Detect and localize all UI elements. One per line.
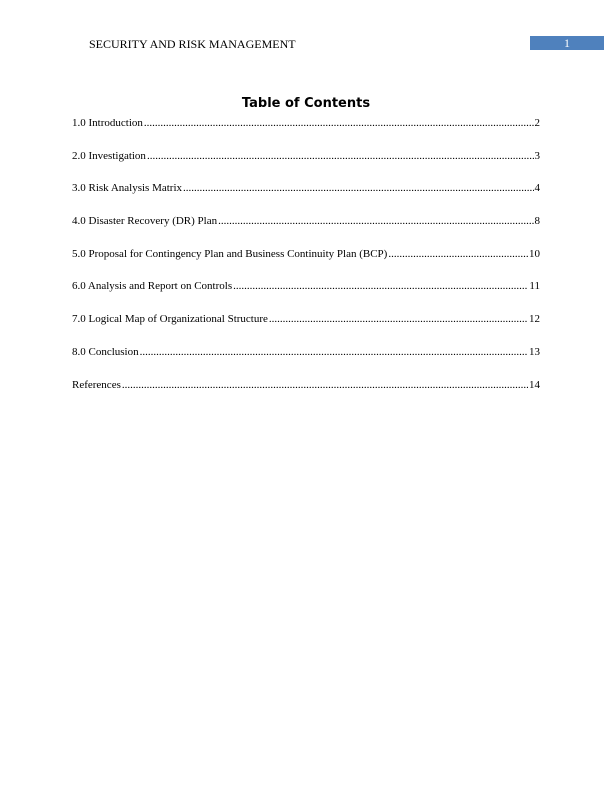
toc-entry-page: 3 [534,149,540,162]
toc-dot-leader [144,116,534,130]
toc-entry-logical-map[interactable] [72,312,540,326]
toc-entry-label: 8.0 Conclusion [72,345,139,358]
toc-entry-disaster-recovery-plan[interactable] [72,214,540,228]
toc-entry-page: 13 [529,345,540,358]
page-number-badge: 1 [530,36,604,50]
toc-dot-leader [183,181,533,195]
toc-entry-page: 12 [529,313,540,326]
toc-dot-leader [147,149,534,163]
toc-entry-label: 3.0 Risk Analysis Matrix [72,182,183,195]
toc-entry-label: 5.0 Proposal for Contingency Plan and Business Continuity Plan (BCP) [72,247,388,260]
toc-entry-page: 4 [534,182,540,195]
toc-entry-investigation[interactable] [72,149,540,163]
toc-heading: Table of Contents [241,96,371,111]
toc-entry-page: 11 [529,280,540,293]
toc-dot-leader [140,345,528,359]
toc-entry-analysis-report-controls[interactable] [72,279,540,293]
toc-entry-introduction[interactable] [72,116,540,130]
toc-entry-label: References [72,378,121,391]
running-header-title: SECURITY AND RISK MANAGEMENT [89,37,296,51]
toc-dot-leader [122,378,528,392]
toc-entry-page: 8 [534,215,540,228]
toc-entry-label: 1.0 Introduction [72,117,143,129]
toc-entry-label: 6.0 Analysis and Report on Controls [72,280,233,293]
toc-entry-risk-analysis-matrix[interactable] [72,181,540,195]
toc-dot-leader [233,279,528,293]
table-of-contents [72,116,540,410]
toc-entry-references[interactable] [72,378,540,392]
toc-entry-page: 2 [534,117,540,129]
toc-dot-leader [269,312,528,326]
toc-entry-page: 10 [529,247,540,260]
toc-entry-page: 14 [529,378,540,391]
toc-entry-label: 4.0 Disaster Recovery (DR) Plan [72,215,218,228]
toc-entry-conclusion[interactable] [72,345,540,359]
toc-dot-leader [388,247,528,261]
toc-entry-label: 7.0 Logical Map of Organizational Structure [72,313,268,326]
toc-entry-contingency-bcp-proposal[interactable] [72,247,540,261]
toc-dot-leader [218,214,533,228]
toc-entry-label: 2.0 Investigation [72,149,146,162]
